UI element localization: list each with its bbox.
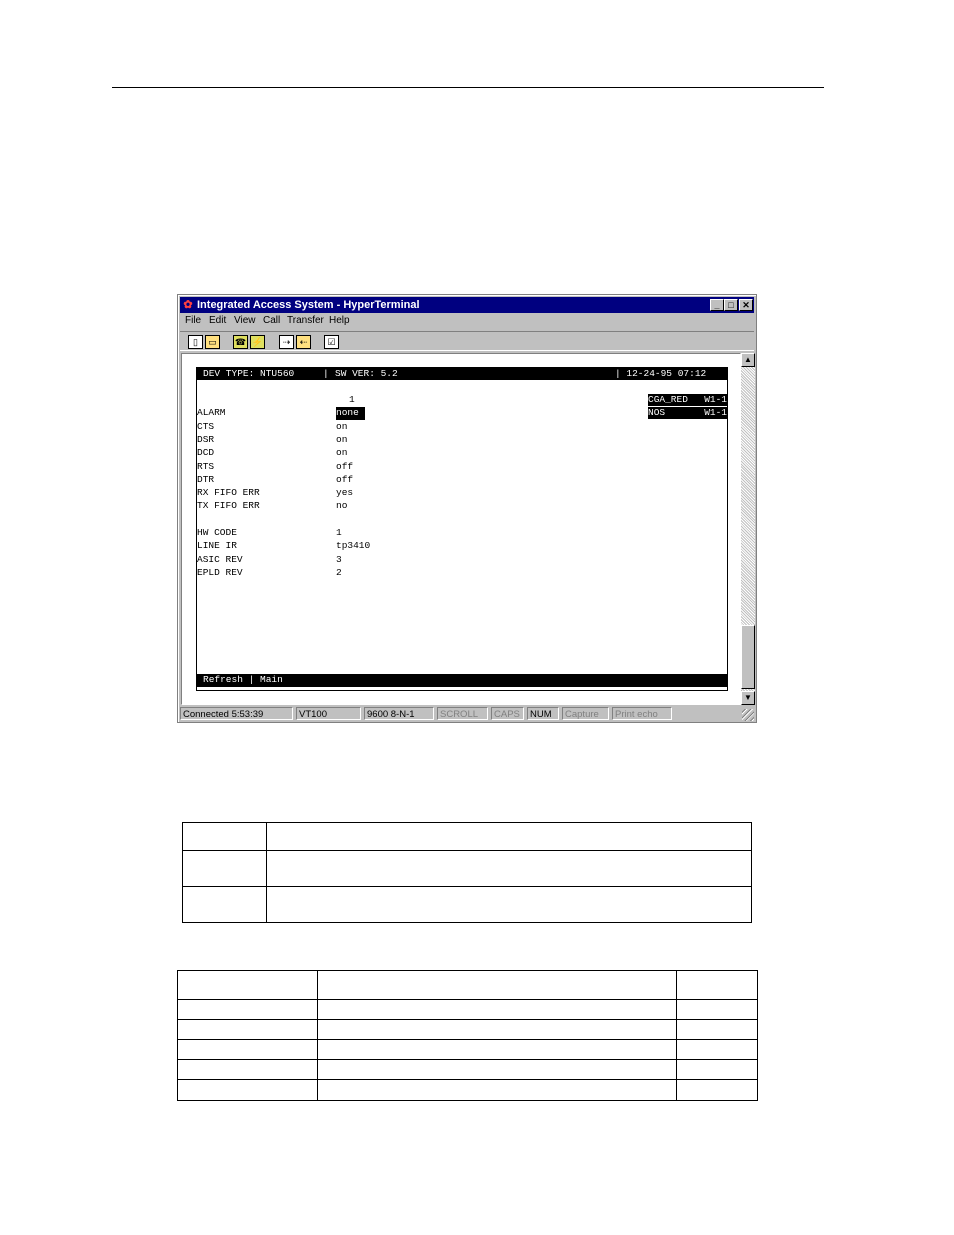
command-bar[interactable] [197,674,727,687]
scroll-down-icon[interactable]: ▼ [741,691,755,705]
header-rule [112,87,824,88]
table-cell [318,1080,677,1101]
alarm-name: NOS [648,407,666,418]
column-number: 1 [349,394,355,405]
status-row [197,554,727,566]
status-num: NUM [527,707,559,720]
table-cell [318,1000,677,1020]
close-button[interactable]: ✕ [739,299,753,311]
table-cell [318,971,677,1000]
status-row [197,421,727,433]
resize-grip-icon[interactable] [742,709,754,721]
menu-call[interactable]: Call [263,315,281,326]
alarm-panel-row [648,394,727,406]
minimize-button[interactable]: _ [710,299,724,311]
table-cell [178,1000,318,1020]
disconnect-icon[interactable]: ⚡ [251,337,264,347]
table-cell [267,823,752,851]
row-value: yes [336,487,354,498]
status-row [197,487,727,499]
row-label: EPLD REV [197,567,243,578]
header-separator: | [323,368,329,379]
status-row [197,474,727,486]
table-cell [178,1060,318,1080]
lower-empty-table [177,970,758,1101]
status-row [197,434,727,446]
maximize-button[interactable]: □ [724,299,738,311]
table-cell [183,851,267,887]
menu-bar [180,314,754,328]
command-options[interactable]: Refresh | Main [203,674,283,685]
row-label: LINE IR [197,540,237,551]
row-value: tp3410 [336,540,371,551]
row-value: 3 [336,554,342,565]
open-icon[interactable]: ▭ [205,335,220,349]
new-icon[interactable]: ▯ [188,335,203,349]
status-scroll: SCROLL [437,707,488,720]
row-label: CTS [197,421,215,432]
row-label: DTR [197,474,215,485]
status-row [197,527,727,539]
upper-empty-table [182,822,752,923]
table-cell [267,887,752,923]
send-icon[interactable]: ⇢ [279,335,294,349]
table-cell [178,1080,318,1101]
menu-view[interactable]: View [234,315,256,326]
alarm-location: W1-1 [704,394,727,405]
status-bar [180,707,754,721]
row-value: off [336,461,354,472]
table-cell [677,971,758,1000]
status-row [197,461,727,473]
row-label: ASIC REV [197,554,243,565]
sw-version: SW VER: 5.2 [335,368,398,379]
row-label: HW CODE [197,527,237,538]
table-cell [677,1000,758,1020]
menu-help[interactable]: Help [329,315,350,326]
table-cell [677,1080,758,1101]
status-print-echo: Print echo [612,707,672,720]
row-label: ALARM [197,407,226,418]
row-label: DCD [197,447,215,458]
title-bar[interactable] [180,297,754,313]
row-value: 1 [336,527,342,538]
table-cell [183,823,267,851]
terminal-header-bar [197,368,727,380]
row-value: no [336,500,348,511]
table-cell [677,1060,758,1080]
menu-edit[interactable]: Edit [209,315,227,326]
status-emulation: VT100 [296,707,361,720]
status-connected: Connected 5:53:39 [180,707,293,720]
status-row [197,407,727,419]
row-label: RTS [197,461,215,472]
status-row [197,447,727,459]
terminal-area[interactable] [181,353,741,705]
status-port: 9600 8-N-1 [364,707,434,720]
alarm-name: CGA_RED [648,394,688,405]
row-value: on [336,434,348,445]
status-caps: CAPS [491,707,524,720]
table-cell [178,1040,318,1060]
row-value: 2 [336,567,342,578]
date-time: | 12-24-95 07:12 [615,368,707,379]
dev-type: DEV TYPE: NTU560 [203,368,295,379]
row-value: on [336,421,348,432]
table-cell [267,851,752,887]
table-cell [318,1040,677,1060]
row-label: RX FIFO ERR [197,487,260,498]
alarm-value-field[interactable]: none [336,407,365,420]
hyperterminal-window [177,294,757,723]
table-cell [318,1020,677,1040]
status-row [197,500,727,512]
window-title: Integrated Access System - HyperTerminal [197,299,420,311]
row-value: off [336,474,354,485]
status-row [197,540,727,552]
scroll-up-icon[interactable]: ▲ [741,353,755,367]
alarm-location: W1-1 [704,407,727,418]
table-cell [178,971,318,1000]
table-cell [677,1040,758,1060]
receive-icon[interactable]: ⇠ [296,335,311,349]
menu-file[interactable]: File [185,315,202,326]
menu-transfer[interactable]: Transfer [287,315,324,326]
phone-icon[interactable]: ☎ [234,337,247,347]
vertical-scrollbar[interactable] [741,353,755,705]
status-capture: Capture [562,707,609,720]
app-icon: ✿ [183,299,193,311]
row-label: TX FIFO ERR [197,500,260,511]
terminal-screen [196,367,728,691]
toolbar [180,331,754,351]
row-label: DSR [197,434,215,445]
table-cell [318,1060,677,1080]
table-cell [183,887,267,923]
properties-icon[interactable]: ☑ [324,335,339,349]
table-cell [677,1020,758,1040]
table-cell [178,1020,318,1040]
scroll-thumb[interactable] [741,625,755,689]
status-row [197,567,727,579]
row-value: on [336,447,348,458]
